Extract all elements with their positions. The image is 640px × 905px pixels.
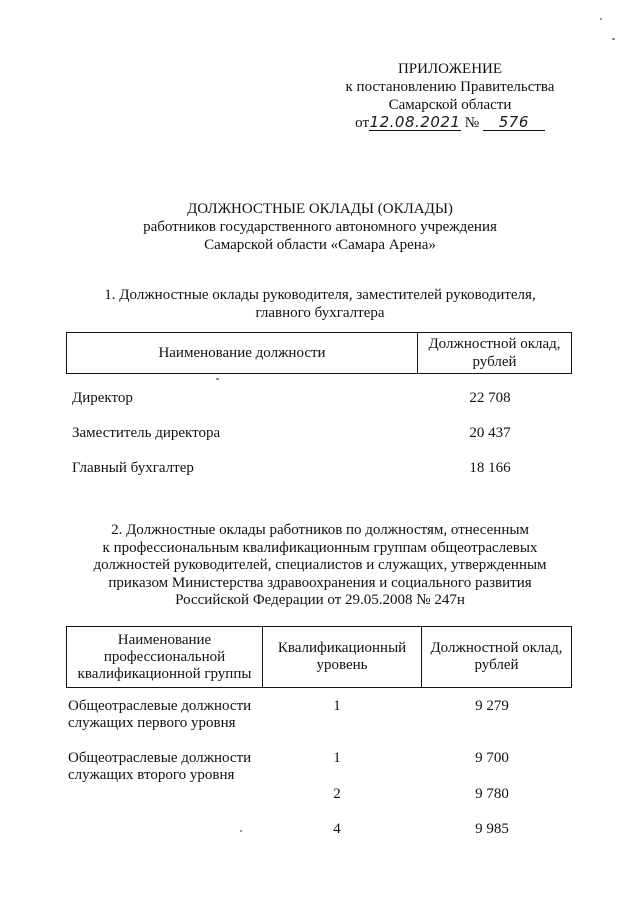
qualification-level: 1 <box>333 750 341 766</box>
appendix-line-2: Самарской области <box>388 97 512 113</box>
salary-value: 9 700 <box>475 750 509 766</box>
group-name <box>68 750 258 784</box>
salary-value: 22 708 <box>469 390 511 406</box>
position-name: Заместитель директора <box>72 425 221 441</box>
section-2-heading <box>60 522 580 610</box>
column-qualification-level: Квалификационный уровень <box>263 627 422 688</box>
scan-speck <box>600 18 602 20</box>
group-name-line-1: Общеотраслевые должности <box>68 698 252 714</box>
section-1-heading-line-2: главного бухгалтера <box>255 305 385 321</box>
scan-speck <box>612 38 615 40</box>
title-line-2: работников государственного автономного учреждения <box>143 219 497 235</box>
salary-value: 9 780 <box>475 786 509 802</box>
salary-value: 20 437 <box>469 425 511 441</box>
section-2-heading-line-2: к профессиональным квалификационным группам общеотраслевых <box>102 539 538 556</box>
section-2-table-header <box>66 626 572 688</box>
qualification-level: 4 <box>333 821 341 837</box>
group-name-line-2: служащих второго уровня <box>68 767 235 783</box>
handwritten-date: 12.08.2021 <box>369 113 461 131</box>
position-name: Главный бухгалтер <box>72 460 194 476</box>
section-2-heading-line-4: приказом Министерства здравоохранения и социального развития <box>108 574 532 591</box>
group-name-line-2: служащих первого уровня <box>68 715 236 731</box>
section-1-heading <box>60 286 580 322</box>
handwritten-number: 576 <box>483 114 545 131</box>
salary-value: 9 985 <box>475 821 509 837</box>
column-salary: Должностной оклад, рублей <box>418 333 572 374</box>
column-position-name: Наименование должности <box>67 333 418 374</box>
section-2-heading-line-1: 2. Должностные оклады работников по должностям, отнесенным <box>111 522 529 538</box>
appendix-date-line <box>330 114 570 132</box>
column-salary: Должностной оклад, рублей <box>422 627 572 688</box>
table-row <box>66 421 572 456</box>
column-group-name: Наименование профессиональной квалификационной группы <box>67 627 263 688</box>
section-2-heading-line-3: должностей руководителей, специалистов и служащих, утвержденным <box>93 557 547 573</box>
group-name <box>68 698 258 732</box>
qualification-level: 1 <box>333 698 341 714</box>
table-row <box>66 456 572 491</box>
date-prefix: от <box>355 115 370 131</box>
appendix-block <box>330 60 570 132</box>
salary-value: 18 166 <box>469 460 511 476</box>
title-line-3: Самарской области «Самара Арена» <box>204 237 436 253</box>
scan-speck <box>216 378 219 380</box>
document-title <box>60 200 580 254</box>
position-name: Директор <box>72 390 133 406</box>
scan-speck <box>240 830 242 832</box>
qualification-level: 2 <box>333 786 341 802</box>
appendix-line-1: к постановлению Правительства <box>345 79 555 95</box>
section-2-heading-line-5: Российской Федерации от 29.05.2008 № 247н <box>175 592 465 608</box>
salary-value: 9 279 <box>475 698 509 714</box>
section-1-table-header <box>66 332 572 374</box>
section-1-table-body <box>66 386 572 491</box>
number-prefix: № <box>464 115 480 131</box>
title-line-1: ДОЛЖНОСТНЫЕ ОКЛАДЫ (ОКЛАДЫ) <box>187 201 453 217</box>
appendix-title: ПРИЛОЖЕНИЕ <box>397 61 503 77</box>
section-1-heading-line-1: 1. Должностные оклады руководителя, заместителей руководителя, <box>104 287 536 303</box>
group-name-line-1: Общеотраслевые должности <box>68 750 252 766</box>
table-row <box>66 386 572 421</box>
